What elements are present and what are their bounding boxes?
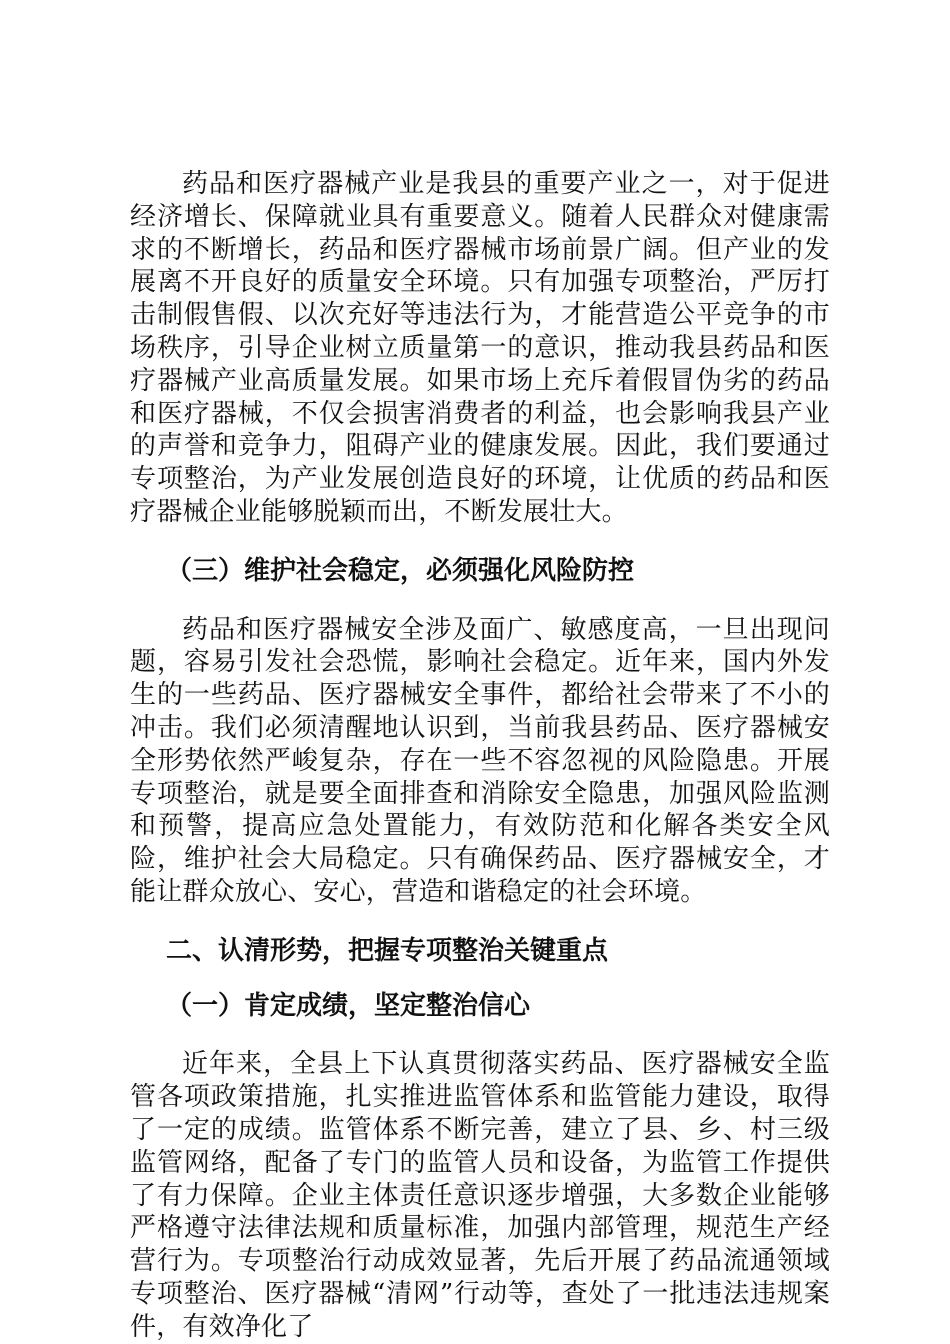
paragraph-industry-development: 药品和医疗器械产业是我县的重要产业之一，对于促进经济增长、保障就业具有重要意义。随着人民群众对健康需求的不断增长，药品和医疗器械市场前景广阔。但产业的发展离不开良好的质量安全环境。只有加强专项整治，严厉打击制假售假、以次充好等违法行为，才能营造公平竞争的市场秩序，引导企业树立质量第一的意识，推动我县药品和医疗器械产业高质量发展。如果市场上充斥着假冒伪劣的药品和医疗器械，不仅会损害消费者的利益，也会影响我县产业的声誉和竞争力，阻碍产业的健康发展。因此，我们要通过专项整治，为产业发展创造良好的环境，让优质的药品和医疗器械企业能够脱颖而出，不断发展壮大。 [130,169,830,527]
paragraph-achievements: 近年来，全县上下认真贯彻落实药品、医疗器械安全监管各项政策措施，扎实推进监管体系和监管能力建设，取得了一定的成绩。监管体系不断完善，建立了县、乡、村三级监管网络，配备了专门的监管人员和设备，为监管工作提供了有力保障。企业主体责任意识逐步增强，大多数企业能够严格遵守法律法规和质量标准，加强内部管理，规范生产经营行为。专项整治行动成效显著，先后开展了药品流通领域专项整治、医疗器械“清网”行动等，查处了一批违法违规案件，有效净化了 [130,1049,830,1342]
section-heading-achievements: （一）肯定成绩，坚定整治信心 [166,990,531,1021]
chapter-heading-situation: 二、认清形势，把握专项整治关键重点 [166,935,609,966]
paragraph-risk-control: 药品和医疗器械安全涉及面广、敏感度高，一旦出现问题，容易引发社会恐慌，影响社会稳定。近年来，国内外发生的一些药品、医疗器械安全事件，都给社会带来了不小的冲击。我们必须清醒地认识到，当前我县药品、医疗器械安全形势依然严峻复杂，存在一些不容忽视的风险隐患。开展专项整治，就是要全面排查和消除安全隐患，加强风险监测和预警，提高应急处置能力，有效防范和化解各类安全风险，维护社会大局稳定。只有确保药品、医疗器械安全，才能让群众放心、安心，营造和谐稳定的社会环境。 [130,614,830,907]
section-heading-social-stability: （三）维护社会稳定，必须强化风险防控 [166,555,635,586]
document-page [130,168,830,1344]
